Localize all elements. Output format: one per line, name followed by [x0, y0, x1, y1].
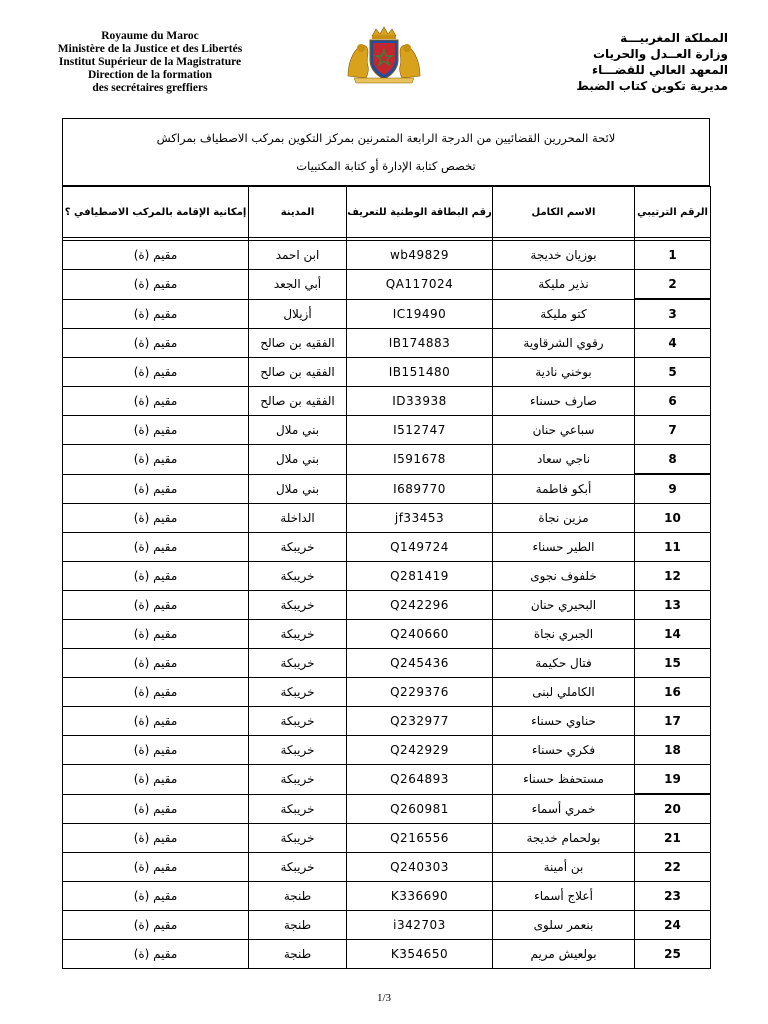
- table-row: [63, 678, 711, 707]
- row-number: 16: [635, 678, 711, 707]
- table-body: [63, 238, 711, 969]
- row-city: أبي الجعد: [249, 270, 347, 300]
- row-full-name: بوخني نادية: [493, 358, 635, 387]
- header-left-line: Institut Supérieur de la Magistrature: [58, 56, 242, 68]
- header-left-line: des secrétaires greffiers: [92, 82, 208, 94]
- table-row: [63, 649, 711, 678]
- header-left-french: [40, 30, 260, 95]
- row-number: 1: [635, 241, 711, 270]
- row-number: 18: [635, 736, 711, 765]
- row-national-id: K354650: [347, 940, 493, 969]
- row-residence: مقيم (ة): [63, 445, 249, 475]
- row-national-id: Q245436: [347, 649, 493, 678]
- table-row: [63, 270, 711, 300]
- row-residence: مقيم (ة): [63, 853, 249, 882]
- row-number: 20: [635, 794, 711, 824]
- table-row: [63, 504, 711, 533]
- table-row: [63, 911, 711, 940]
- row-residence: مقيم (ة): [63, 241, 249, 270]
- table-row: [63, 620, 711, 649]
- header-num: الرقم الترتيبي: [635, 187, 711, 238]
- table-row: [63, 591, 711, 620]
- row-residence: مقيم (ة): [63, 707, 249, 736]
- row-full-name: الكاملي لبنى: [493, 678, 635, 707]
- row-full-name: صارف حسناء: [493, 387, 635, 416]
- row-city: طنجة: [249, 940, 347, 969]
- row-city: أزيلال: [249, 299, 347, 329]
- row-number: 5: [635, 358, 711, 387]
- row-residence: مقيم (ة): [63, 533, 249, 562]
- row-number: 9: [635, 474, 711, 504]
- trainees-table: [62, 186, 711, 969]
- row-city: خريبكة: [249, 736, 347, 765]
- coat-of-arms-emblem: [342, 26, 426, 84]
- row-national-id: Q242296: [347, 591, 493, 620]
- table-row: [63, 736, 711, 765]
- row-number: 7: [635, 416, 711, 445]
- row-number: 10: [635, 504, 711, 533]
- row-residence: مقيم (ة): [63, 678, 249, 707]
- row-full-name: نذير مليكة: [493, 270, 635, 300]
- row-city: الفقيه بن صالح: [249, 387, 347, 416]
- document-title-box: [62, 118, 710, 186]
- row-city: بني ملال: [249, 474, 347, 504]
- row-residence: مقيم (ة): [63, 882, 249, 911]
- row-residence: مقيم (ة): [63, 736, 249, 765]
- document-title: لائحة المحررين القضائيين من الدرجة الرابعة المتمرنين بمركز التكوين بمركب الاصطياف بمراكش: [156, 131, 616, 145]
- row-residence: مقيم (ة): [63, 329, 249, 358]
- row-city: طنجة: [249, 882, 347, 911]
- row-residence: مقيم (ة): [63, 358, 249, 387]
- row-national-id: Q281419: [347, 562, 493, 591]
- row-residence: مقيم (ة): [63, 620, 249, 649]
- row-full-name: أبكو فاطمة: [493, 474, 635, 504]
- row-city: خريبكة: [249, 620, 347, 649]
- row-national-id: Q264893: [347, 765, 493, 795]
- row-full-name: فتال حكيمة: [493, 649, 635, 678]
- row-national-id: IB151480: [347, 358, 493, 387]
- row-full-name: حناوي حسناء: [493, 707, 635, 736]
- row-city: بني ملال: [249, 445, 347, 475]
- row-city: الداخلة: [249, 504, 347, 533]
- row-number: 4: [635, 329, 711, 358]
- row-number: 11: [635, 533, 711, 562]
- row-number: 3: [635, 299, 711, 329]
- row-national-id: IC19490: [347, 299, 493, 329]
- row-full-name: خمري أسماء: [493, 794, 635, 824]
- row-full-name: أعلاج أسماء: [493, 882, 635, 911]
- row-residence: مقيم (ة): [63, 299, 249, 329]
- row-city: خريبكة: [249, 678, 347, 707]
- row-national-id: Q240303: [347, 853, 493, 882]
- table-row: [63, 474, 711, 504]
- row-number: 13: [635, 591, 711, 620]
- row-full-name: رقوي الشرقاوية: [493, 329, 635, 358]
- row-national-id: K336690: [347, 882, 493, 911]
- row-full-name: البحيري حنان: [493, 591, 635, 620]
- document-subtitle: تخصص كتابة الإدارة أو كتابة المكتبيات: [296, 159, 476, 173]
- row-national-id: wb49829: [347, 241, 493, 270]
- row-national-id: jf33453: [347, 504, 493, 533]
- row-city: ابن احمد: [249, 241, 347, 270]
- table-row: [63, 445, 711, 475]
- row-city: خريبكة: [249, 824, 347, 853]
- row-national-id: Q229376: [347, 678, 493, 707]
- row-full-name: الطير حسناء: [493, 533, 635, 562]
- row-full-name: بنعمر سلوى: [493, 911, 635, 940]
- row-number: 6: [635, 387, 711, 416]
- table-row: [63, 824, 711, 853]
- row-full-name: بن أمينة: [493, 853, 635, 882]
- row-city: خريبكة: [249, 562, 347, 591]
- row-number: 22: [635, 853, 711, 882]
- row-city: بني ملال: [249, 416, 347, 445]
- table-row: [63, 299, 711, 329]
- table-row: [63, 416, 711, 445]
- row-full-name: بولعيش مريم: [493, 940, 635, 969]
- header-city: المدينة: [249, 187, 347, 238]
- row-full-name: مزين نجاة: [493, 504, 635, 533]
- row-full-name: مستحفظ حسناء: [493, 765, 635, 795]
- row-city: الفقيه بن صالح: [249, 358, 347, 387]
- table-row: [63, 562, 711, 591]
- row-city: خريبكة: [249, 649, 347, 678]
- table-row: [63, 329, 711, 358]
- row-number: 25: [635, 940, 711, 969]
- row-city: الفقيه بن صالح: [249, 329, 347, 358]
- row-city: خريبكة: [249, 707, 347, 736]
- header-right-line: مديرية تكوين كتاب الضبط: [576, 79, 728, 93]
- row-number: 8: [635, 445, 711, 475]
- row-residence: مقيم (ة): [63, 824, 249, 853]
- row-national-id: Q242929: [347, 736, 493, 765]
- header-name: الاسم الكامل: [493, 187, 635, 238]
- header-right-arabic: [508, 30, 728, 94]
- row-number: 23: [635, 882, 711, 911]
- row-national-id: Q232977: [347, 707, 493, 736]
- header-right-line: وزارة العــدل والحريات: [592, 47, 728, 61]
- row-residence: مقيم (ة): [63, 504, 249, 533]
- row-full-name: سباعي حنان: [493, 416, 635, 445]
- row-national-id: Q149724: [347, 533, 493, 562]
- row-city: خريبكة: [249, 533, 347, 562]
- row-national-id: IB174883: [347, 329, 493, 358]
- row-city: خريبكة: [249, 794, 347, 824]
- row-number: 21: [635, 824, 711, 853]
- row-number: 2: [635, 270, 711, 300]
- row-city: طنجة: [249, 911, 347, 940]
- page-number: 1/3: [376, 992, 392, 1004]
- row-full-name: فكري حسناء: [493, 736, 635, 765]
- table-row: [63, 707, 711, 736]
- row-residence: مقيم (ة): [63, 649, 249, 678]
- table-row: [63, 765, 711, 795]
- header-right-line: المعهد العالي للقضـــاء: [591, 63, 728, 77]
- table-row: [63, 358, 711, 387]
- table-row: [63, 853, 711, 882]
- table-row: [63, 940, 711, 969]
- header-cin: رقم البطاقة الوطنية للتعريف: [347, 187, 493, 238]
- row-full-name: الجبري نجاة: [493, 620, 635, 649]
- row-number: 14: [635, 620, 711, 649]
- row-residence: مقيم (ة): [63, 794, 249, 824]
- header-residence: إمكانية الإقامة بالمركب الاصطيافي ؟: [63, 187, 249, 238]
- row-national-id: I591678: [347, 445, 493, 475]
- header-left-line: Ministère de la Justice et des Libertés: [57, 43, 243, 55]
- row-national-id: ID33938: [347, 387, 493, 416]
- row-full-name: بولحمام خديجة: [493, 824, 635, 853]
- row-full-name: خلفوف نجوى: [493, 562, 635, 591]
- row-national-id: Q240660: [347, 620, 493, 649]
- row-residence: مقيم (ة): [63, 416, 249, 445]
- table-header-row: [63, 187, 711, 238]
- table-row: [63, 387, 711, 416]
- row-residence: مقيم (ة): [63, 911, 249, 940]
- row-national-id: I689770: [347, 474, 493, 504]
- row-national-id: i342703: [347, 911, 493, 940]
- header-left-line: Direction de la formation: [87, 69, 213, 81]
- header-left-line: Royaume du Maroc: [101, 30, 199, 42]
- row-full-name: كتو مليكة: [493, 299, 635, 329]
- row-national-id: Q260981: [347, 794, 493, 824]
- row-number: 12: [635, 562, 711, 591]
- row-residence: مقيم (ة): [63, 562, 249, 591]
- row-number: 15: [635, 649, 711, 678]
- row-residence: مقيم (ة): [63, 474, 249, 504]
- row-residence: مقيم (ة): [63, 765, 249, 795]
- row-residence: مقيم (ة): [63, 591, 249, 620]
- row-residence: مقيم (ة): [63, 940, 249, 969]
- row-number: 19: [635, 765, 711, 795]
- row-national-id: Q216556: [347, 824, 493, 853]
- row-full-name: بوزيان خديجة: [493, 241, 635, 270]
- row-national-id: QA117024: [347, 270, 493, 300]
- row-residence: مقيم (ة): [63, 387, 249, 416]
- row-full-name: ناجي سعاد: [493, 445, 635, 475]
- table-row: [63, 241, 711, 270]
- row-number: 24: [635, 911, 711, 940]
- row-national-id: I512747: [347, 416, 493, 445]
- table-row: [63, 794, 711, 824]
- row-residence: مقيم (ة): [63, 270, 249, 300]
- row-city: خريبكة: [249, 765, 347, 795]
- header-right-line: المملكة المغربيـــة: [620, 31, 728, 45]
- row-number: 17: [635, 707, 711, 736]
- row-city: خريبكة: [249, 853, 347, 882]
- row-city: خريبكة: [249, 591, 347, 620]
- table-row: [63, 533, 711, 562]
- table-row: [63, 882, 711, 911]
